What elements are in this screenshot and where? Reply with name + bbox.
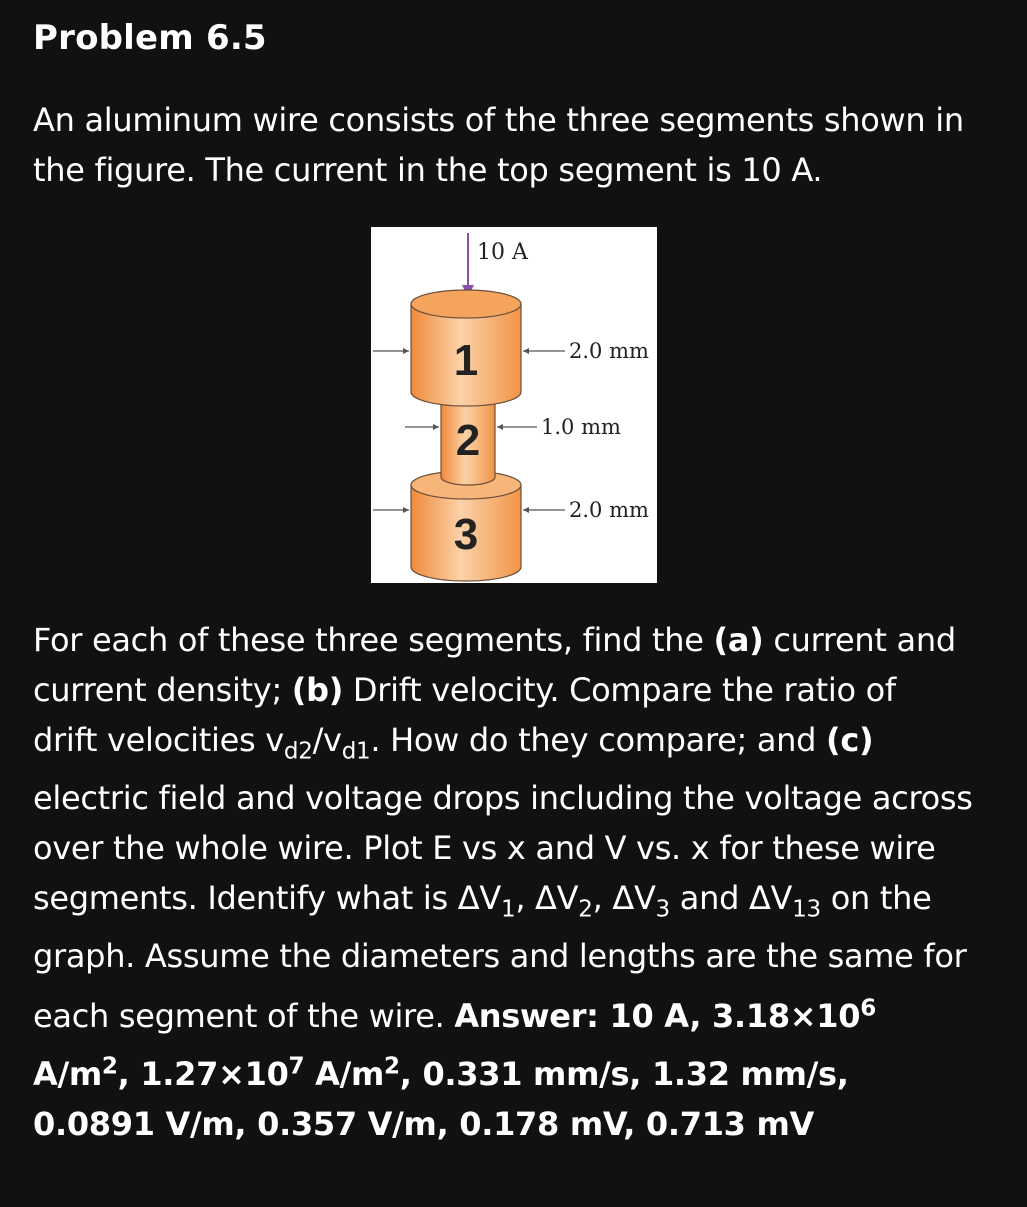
problem-intro (33, 95, 1013, 195)
question-line-7: graph. Assume the diameters and lengths are the same for (33, 937, 967, 975)
answer-line-3: 0.0891 V/m, 0.357 V/m, 0.178 mV, 0.713 mV (33, 1105, 814, 1143)
segment-3-diameter: 2.0 mm (569, 498, 649, 522)
segment-2-number: 2 (455, 416, 481, 465)
question-line-5: over the whole wire. Plot E vs x and V vs. x for these wire (33, 829, 936, 867)
answer-label: Answer: 10 A, $3.18\times 10^6$ (454, 995, 876, 1035)
question-line-2: current density; (b) Drift velocity. Compare the ratio of (33, 671, 896, 709)
segment-1-number: 1 (453, 336, 479, 385)
current-arrow-icon (462, 233, 474, 297)
problem-title: Problem 6.5 (33, 18, 267, 58)
question-line-8: each segment of the wire. Answer: 10 A, $3.18\times 10^6$ (33, 995, 876, 1035)
problem-question (33, 615, 1018, 1149)
answer-line-2: $A/m^2$, $1.27\times 10^7$ $A/m^2$, 0.331 mm/s, 1.32 mm/s, (33, 1053, 849, 1093)
part-a-label: (a) (713, 621, 764, 659)
question-line-6: segments. Identify what is $\Delta V_1$, $\Delta V_2$, $\Delta V_3$ and $\Delta V_{13}$ on the (33, 879, 932, 923)
segment-1-diameter: 2.0 mm (569, 339, 649, 363)
segment-3-number: 3 (453, 510, 479, 559)
question-line-4: electric field and voltage drops including the voltage across (33, 779, 973, 817)
segment-2-diameter: 1.0 mm (541, 415, 621, 439)
part-b-label: (b) (291, 671, 344, 709)
wire-segments-figure (371, 227, 657, 583)
current-label: 10 A (477, 240, 528, 265)
intro-line-1: An aluminum wire consists of the three segments shown in (33, 101, 964, 139)
question-line-3: drift velocities $v_{d2}/v_{d1}$. How do they compare; and (c) (33, 721, 874, 765)
part-c-label: (c) (826, 721, 874, 759)
intro-line-2: the figure. The current in the top segment is 10 A. (33, 151, 823, 189)
question-line-1: For each of these three segments, find the (a) current and (33, 621, 956, 659)
